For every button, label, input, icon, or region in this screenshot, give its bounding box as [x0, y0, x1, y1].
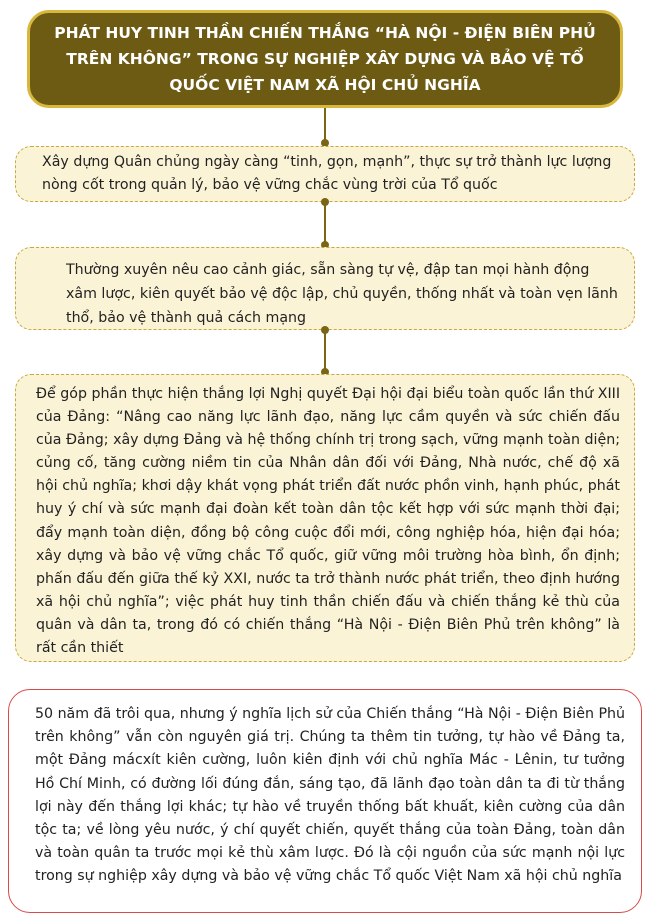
step-card-1: [15, 146, 635, 202]
diagram-title: PHÁT HUY TINH THẦN CHIẾN THẮNG “HÀ NỘI - ĐIỆN BIÊN PHỦ TRÊN KHÔNG” TRONG SỰ NGHIỆP XÂY DỰNG VÀ BẢO VỆ TỔ QUỐC VIỆT NAM XÃ HỘI CHỦ NGHĨA: [54, 24, 596, 94]
conclusion-text: 50 năm đã trôi qua, nhưng ý nghĩa lịch sử của Chiến thắng “Hà Nội - Điện Biên Phủ trên không” vẫn còn nguyên giá trị. Chúng ta thêm tin tưởng, tự hào về Đảng ta, một Đảng mácxít kiên cường, luôn kiên định với chủ nghĩa Mác - Lênin, tư tưởng Hồ Chí Minh, có đường lối đúng đắn, sáng tạo, đã lãnh đạo toàn dân ta đi từ thắng lợi này đến thắng lợi khác; tự hào về truyền thống bất khuất, kiên cường của dân tộc ta; về lòng yêu nước, ý chí quyết chiến, quyết thắng của toàn Đảng, toàn dân và toàn quân ta trước mọi kẻ thù xâm lược. Đó là cội nguồn của sức mạnh nội lực trong sự nghiệp xây dựng và bảo vệ vững chắc Tổ quốc Việt Nam xã hội chủ nghĩa: [35, 706, 625, 885]
step-text-1: Xây dựng Quân chủng ngày càng “tinh, gọn, mạnh”, thực sự trở thành lực lượng nòng cốt trong quản lý, bảo vệ vững chắc vùng trời của Tổ quốc: [42, 154, 612, 193]
step-card-2: [15, 247, 635, 330]
connector-line-1: [324, 108, 326, 146]
step-text-3: Để góp phần thực hiện thắng lợi Nghị quyết Đại hội đại biểu toàn quốc lần thứ XIII của Đảng: “Nâng cao năng lực lãnh đạo, năng lực cầm quyền và sức chiến đấu của Đảng; xây dựng Đảng và hệ thống chính trị trong sạch, vững mạnh toàn diện; củng cố, tăng cường niềm tin của Nhân dân đối với Đảng, Nhà nước, chế độ xã hội chủ nghĩa; khơi dậy khát vọng phát triển đất nước phồn vinh, hạnh phúc, phát huy ý chí và sức mạnh đại đoàn kết toàn dân tộc kết hợp với sức mạnh thời đại; đẩy mạnh toàn diện, đồng bộ công cuộc đổi mới, công nghiệp hóa, hiện đại hóa; xây dựng và bảo vệ vững chắc Tổ quốc, giữ vững môi trường hòa bình, ổn định; phấn đấu đến giữa thế kỷ XXI, nước ta trở thành nước phát triển, theo định hướng xã hội chủ nghĩa”; việc phát huy tinh thần chiến đấu và chiến thắng kẻ thù của quân và dân ta, trong đó có chiến thắng “Hà Nội - Điện Biên Phủ trên không” là rất cần thiết: [36, 386, 620, 657]
conclusion-card: [8, 689, 642, 913]
step-text-2: Thường xuyên nêu cao cảnh giác, sẵn sàng tự vệ, đập tan mọi hành động xâm lược, kiên quyết bảo vệ độc lập, chủ quyền, thống nhất và toàn vẹn lãnh thổ, bảo vệ thành quả cách mạng: [66, 262, 618, 326]
step-card-3: [15, 374, 635, 662]
title-banner: [27, 10, 623, 108]
